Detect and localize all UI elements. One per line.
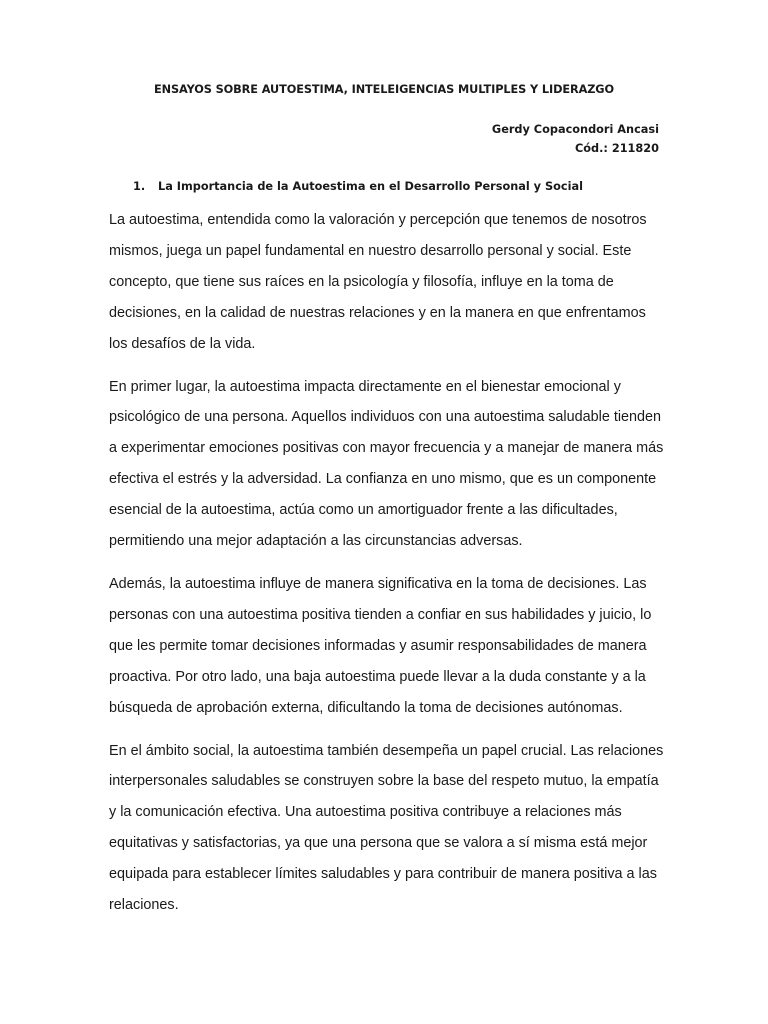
document-title: ENSAYOS SOBRE AUTOESTIMA, INTELEIGENCIAS MULTIPLES Y LIDERAZGO (154, 83, 614, 96)
paragraph-line: equipada para establecer límites saludables y para contribuir de manera positiva a las (109, 866, 657, 883)
paragraph (109, 569, 669, 724)
paragraph (109, 372, 669, 557)
paragraph-line: La autoestima, entendida como la valoración y percepción que tenemos de nosotros (109, 212, 647, 228)
paragraph-line: equitativas y satisfactorias, ya que una persona que se valora a sí misma está mejor (109, 835, 648, 852)
author-code: Cód.: 211820 (574, 142, 659, 155)
paragraph-line: decisiones, en la calidad de nuestras relaciones y en la manera en que enfrentamos (109, 304, 646, 321)
author-name: Gerdy Copacondori Ancasi (491, 123, 659, 136)
paragraph-line: mismos, juega un papel fundamental en nuestro desarrollo personal y social. Este (109, 242, 632, 259)
paragraph-line: y la comunicación efectiva. Una autoestima positiva contribuye a relaciones más (109, 804, 622, 821)
paragraph-line: psicológico de una persona. Aquellos individuos con una autoestima saludable tienden (109, 409, 662, 426)
paragraph-line: interpersonales saludables se construyen sobre la base del respeto mutuo, la empatía (109, 773, 659, 790)
paragraph-line: efectiva el estrés y la adversidad. La confianza en uno mismo, que es un componente (109, 471, 657, 488)
paragraph-line: que les permite tomar decisiones informadas y asumir responsabilidades de manera (109, 637, 647, 654)
paragraph-line: búsqueda de aprobación externa, dificultando la toma de decisiones autónomas. (109, 699, 623, 716)
paragraph-line: personas con una autoestima positiva tienden a confiar en sus habilidades y juicio, lo (109, 606, 652, 623)
section-title: La Importancia de la Autoestima en el Desarrollo Personal y Social (158, 180, 583, 193)
paragraph-line: concepto, que tiene sus raíces en la psicología y filosofía, influye en la toma de (109, 273, 614, 290)
author-block (492, 120, 659, 158)
section-heading (133, 180, 583, 193)
paragraph-line: los desafíos de la vida. (109, 335, 256, 352)
paragraph (109, 736, 669, 921)
paragraph-line: esencial de la autoestima, actúa como un amortiguador frente a las dificultades, (109, 502, 618, 519)
paragraph-line: En primer lugar, la autoestima impacta directamente en el bienestar emocional y (109, 378, 621, 395)
paragraph-line: permitiendo una mejor adaptación a las circunstancias adversas. (109, 533, 523, 550)
paragraph-line: a experimentar emociones positivas con mayor frecuencia y a manejar de manera más (109, 440, 664, 457)
document-body (109, 205, 669, 933)
paragraph-line: relaciones. (109, 897, 179, 914)
paragraph-line: Además, la autoestima influye de manera significativa en la toma de decisiones. Las (109, 575, 647, 592)
section-number: 1. (133, 180, 146, 193)
paragraph-line: En el ámbito social, la autoestima también desempeña un papel crucial. Las relaciones (109, 742, 664, 759)
paragraph (109, 205, 669, 360)
paragraph-line: proactiva. Por otro lado, una baja autoestima puede llevar a la duda constante y a la (109, 668, 646, 685)
